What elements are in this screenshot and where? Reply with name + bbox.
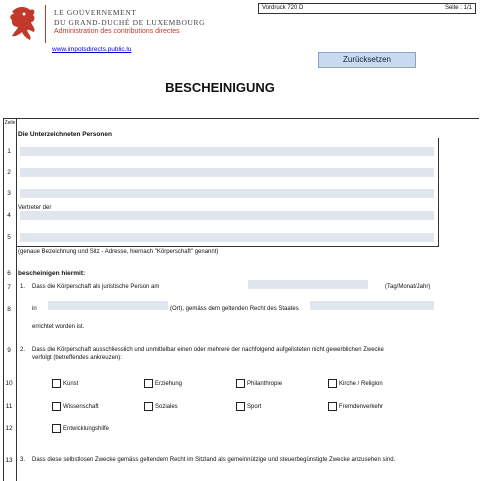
section-persons-title: Die Unterzeichneten Personen <box>18 131 112 138</box>
erziehung-checkbox[interactable] <box>144 379 153 388</box>
sport-label: Sport <box>247 404 262 410</box>
kirche-checkbox[interactable] <box>328 379 337 388</box>
row-number: 13 <box>5 457 13 464</box>
founding-date-field[interactable] <box>248 280 368 289</box>
website-link[interactable]: www.impotsdirects.public.lu <box>52 46 132 53</box>
row-number: 10 <box>5 380 13 387</box>
page-number: Seite : 1/1 <box>444 5 472 11</box>
body-address-field[interactable] <box>20 233 434 242</box>
entwicklungshilfe-checkbox[interactable] <box>52 424 61 433</box>
place-field[interactable] <box>48 301 168 310</box>
kirche-label: Kirche / Religion <box>339 381 383 387</box>
zeile-header: Zeile <box>4 120 16 126</box>
philanthropie-checkbox[interactable] <box>236 379 245 388</box>
kunst-label: Kunst <box>63 381 79 387</box>
item-1-number: 1. <box>20 284 26 290</box>
page-title: BESCHEINIGUNG <box>165 80 275 95</box>
item-2-text-1: Dass die Körperschaft ausschliesslich und unmittelbar einen oder mehrere der nachfolgend aufgelisteten nicht gewerblichen Zwecke <box>32 347 384 353</box>
item-1-text: Dass die Körperschaft als juristische Person am <box>32 284 160 290</box>
row-number: 9 <box>7 347 11 354</box>
row-number: 1 <box>7 148 11 155</box>
person-2-field[interactable] <box>20 168 434 177</box>
soziales-label: Soziales <box>155 404 178 410</box>
gov-line-1: LE GOUVERNEMENT <box>54 8 137 17</box>
item-3-number: 3. <box>20 457 26 463</box>
row-number: 8 <box>7 306 11 313</box>
row-number: 3 <box>7 190 11 197</box>
gov-line-3: Administration des contributions directes <box>54 28 180 35</box>
fremdenverkehr-checkbox[interactable] <box>328 402 337 411</box>
body-name-field[interactable] <box>20 211 434 220</box>
row-number: 7 <box>7 284 11 291</box>
state-field[interactable] <box>310 301 434 310</box>
item-1-end: errichtet worden ist. <box>32 324 85 330</box>
body-note: (genaue Bezeichnung und Sitz - Adresse, hiernach "Körperschaft" genannt) <box>18 249 219 255</box>
form-code: Vordruck 720 D <box>262 5 304 11</box>
gov-line-2: DU GRAND-DUCHÉ DE LUXEMBOURG <box>54 18 206 27</box>
vertreter-label: Vertreter der <box>18 205 52 211</box>
row-number: 5 <box>7 234 11 241</box>
item-3-text: Dass diese selbstlosen Zwecke gemäss geltendem Recht im Sitzland als gemeinnützige und steuerbegünstigte Zwecke anzusehen sind. <box>32 457 396 463</box>
luxembourg-lion-logo <box>6 4 42 44</box>
item-2-number: 2. <box>20 347 26 353</box>
philanthropie-label: Philanthropie <box>247 381 283 387</box>
logo-divider <box>45 5 46 43</box>
sport-checkbox[interactable] <box>236 402 245 411</box>
date-hint: (Tag/Monat/Jahr) <box>385 284 431 290</box>
item-1-in: in <box>32 306 37 312</box>
row-number: 11 <box>5 403 13 410</box>
form-header-box <box>258 3 476 14</box>
item-1-ort: (Ort), gemäss dem geltenden Recht des Staates <box>170 306 299 312</box>
wissenschaft-label: Wissenschaft <box>63 404 99 410</box>
entwicklungshilfe-label: Entwicklungshilfe <box>63 426 110 432</box>
bescheinigen-label: bescheinigen hiermit: <box>18 270 86 277</box>
kunst-checkbox[interactable] <box>52 379 61 388</box>
soziales-checkbox[interactable] <box>144 402 153 411</box>
item-2-text-2: verfolgt (betreffendes ankreuzen): <box>32 355 122 361</box>
row-number: 12 <box>5 425 13 432</box>
erziehung-label: Erziehung <box>155 381 183 387</box>
fremdenverkehr-label: Fremdenverkehr <box>339 404 384 410</box>
row-number: 2 <box>7 169 11 176</box>
wissenschaft-checkbox[interactable] <box>52 402 61 411</box>
reset-button[interactable]: Zurücksetzen <box>318 52 416 68</box>
person-3-field[interactable] <box>20 189 434 198</box>
person-1-field[interactable] <box>20 147 434 156</box>
row-number: 6 <box>7 270 11 277</box>
row-number: 4 <box>7 212 11 219</box>
